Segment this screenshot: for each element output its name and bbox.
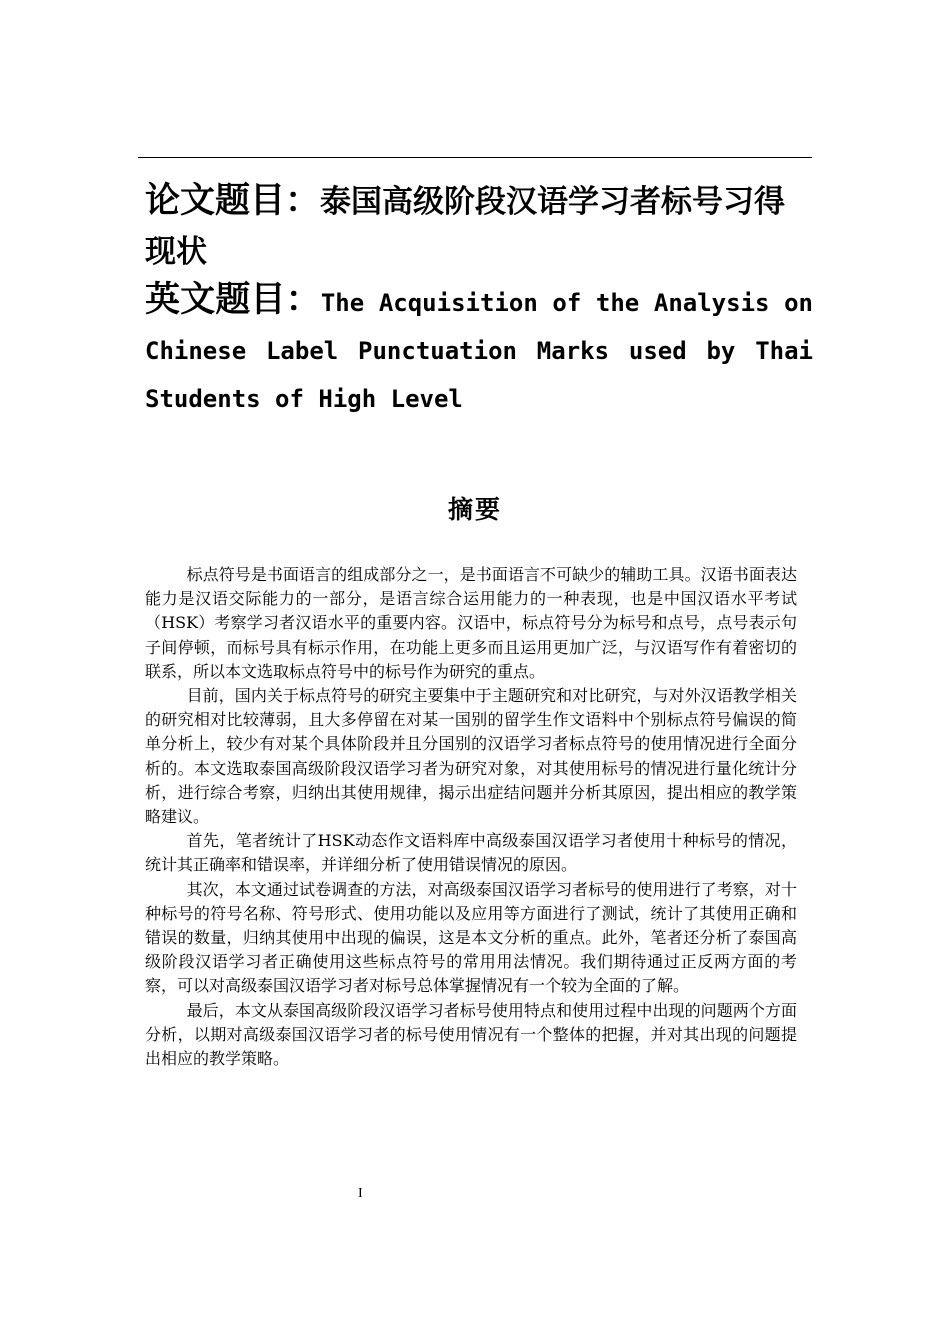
english-title-label: 英文题目： — [145, 280, 321, 320]
abstract-paragraph-1: 标点符号是书面语言的组成部分之一，是书面语言不可缺少的辅助工具。汉语书面表达能力是汉语交际能力的一部分，是语言综合运用能力的一种表现，也是中国汉语水平考试（HSK）考察学习者汉语水平的重要内容。汉语中，标点符号分为标号和点号，点号表示句子间停顿，而标号具有标示作用，在功能上更多而且运用更加广泛，与汉语写作有着密切的联系，所以本文选取标点符号中的标号作为研究的重点。 — [145, 565, 797, 681]
chinese-title-label: 论文题目： — [145, 181, 321, 221]
english-title-text: The Acquisition of the Analysis on Chinese Label Punctuation Marks used by Thai Students of High Level — [145, 289, 813, 413]
chinese-title — [145, 176, 813, 277]
chinese-title-text: 泰国高级阶段汉语学习者标号习得现状 — [145, 184, 786, 270]
abstract-paragraph-4: 其次，本文通过试卷调查的方法，对高级泰国汉语学习者标号的使用进行了考察，对十种标号的符号名称、符号形式、使用功能以及应用等方面进行了测试，统计了其使用正确和错误的数量，归纳其使用中出现的偏误，这是本文分析的重点。此外，笔者还分析了泰国高级阶段汉语学习者正确使用这些标点符号的常用用法情况。我们期待通过正反两方面的考察，可以对高级泰国汉语学习者对标号总体掌握情况有一个较为全面的了解。 — [145, 879, 797, 996]
abstract-heading: 摘要 — [447, 495, 502, 524]
abstract-paragraph-5: 最后，本文从泰国高级阶段汉语学习者标号使用特点和使用过程中出现的问题两个方面分析，以期对高级泰国汉语学习者的标号使用情况有一个整体的把握，并对其出现的问题提出相应的教学策略。 — [145, 1000, 797, 1069]
abstract-paragraph-3: 首先，笔者统计了HSK动态作文语料库中高级泰国汉语学习者使用十种标号的情况，统计其正确率和错误率，并详细分析了使用错误情况的原因。 — [145, 831, 797, 875]
abstract-body — [145, 563, 797, 1071]
header-rule — [138, 157, 812, 158]
page-number: I — [358, 1186, 363, 1201]
abstract-paragraph-2: 目前，国内关于标点符号的研究主要集中于主题研究和对比研究，与对外汉语教学相关的研究相对比较薄弱，且大多停留在对某一国别的留学生作文语料中个别标点符号偏误的简单分析上，较少有对某个具体阶段并且分国别的汉语学习者标点符号的使用情况进行全面分析的。本文选取泰国高级阶段汉语学习者为研究对象，对其使用标号的情况进行量化统计分析，进行综合考察，归纳出其使用规律，揭示出症结问题并分析其原因，提出相应的教学策略建议。 — [145, 686, 797, 827]
english-title — [145, 276, 813, 423]
